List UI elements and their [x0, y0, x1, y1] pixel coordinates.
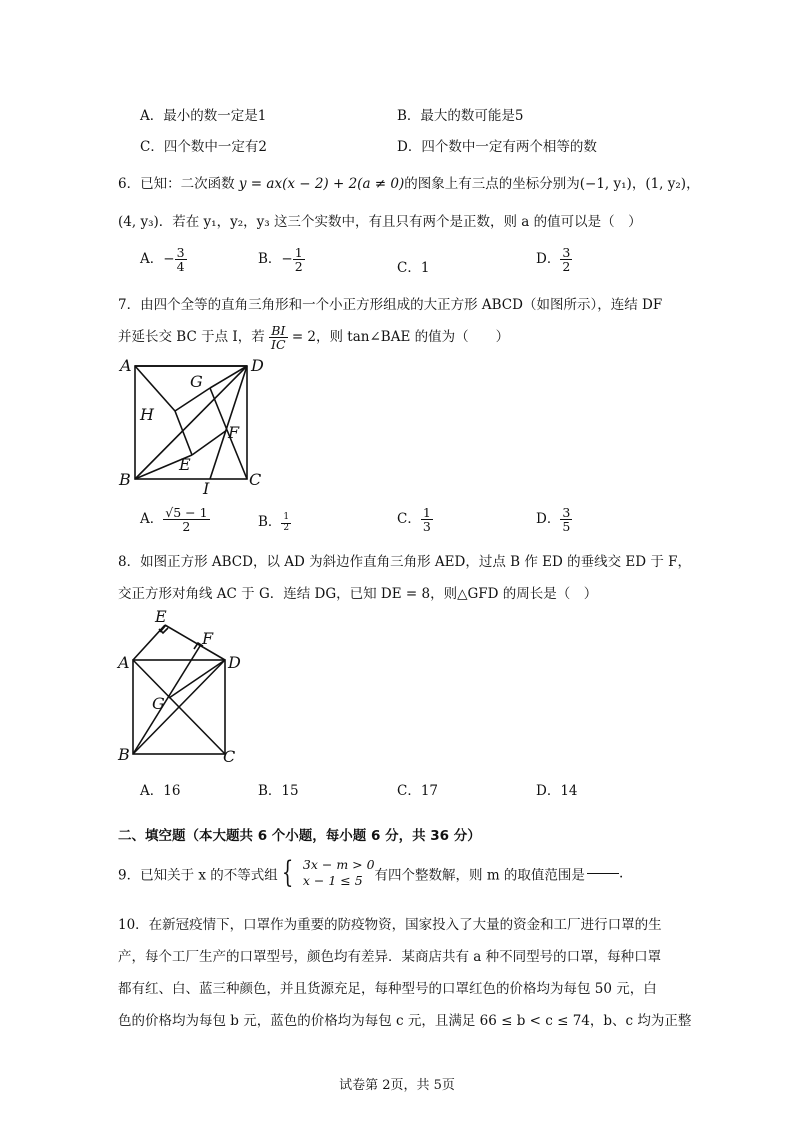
q8-line-gd [169, 660, 225, 698]
q6-pre: 已知：二次函数 [140, 176, 235, 192]
q10-line3: 都有红、白、蓝三种颜色，并且货源充足，每种型号的口罩红色的价格均为每包 50 元，白 [118, 981, 657, 997]
q8-line-bf [133, 646, 200, 754]
q8-label-c: C [223, 747, 236, 765]
q6-point2: (1, y₂) [645, 176, 687, 192]
q7-option-b: B． $\frac{1}{2}$ [258, 512, 290, 533]
q7-label-a: A [120, 356, 132, 375]
q7-label-b: B [119, 470, 131, 489]
q8-figure [115, 605, 245, 765]
q5-option-a: A．最小的数一定是1 [140, 108, 267, 124]
q7-line2: 并延长交 BC 于点 I，若 $\frac{BI}{IC}$ = 2，则 tan∠BAE 的值为（ ） [118, 323, 510, 353]
q6-line1: 6．已知：二次函数 y = ax(x − 2) + 2(a ≠ 0)的图象上有三点的坐标分别为(−1, y₁)，(1, y₂)， [118, 176, 700, 192]
q10-line2: 产，每个工厂生产的口罩型号，颜色均有差异．某商店共有 a 种不同型号的口罩，每种口罩 [118, 949, 662, 965]
q8-label-d: D [228, 653, 241, 672]
q7-line1: 7．由四个全等的直角三角形和一个小正方形组成的大正方形 ABCD（如图所示），连结 DF [118, 297, 663, 313]
q9-answer-blank [587, 873, 619, 874]
q7-option-a: A． $\frac{√5 - 1}{2}$ [140, 505, 208, 535]
q6-option-a: A．− $\frac{3}{4}$ [140, 245, 185, 275]
q7-label-f: F [228, 423, 240, 442]
q8-label-b: B [118, 745, 130, 764]
q8-option-d: D．14 [536, 783, 578, 799]
q7-figure [115, 352, 275, 497]
q6-point1: (−1, y₁) [579, 176, 632, 192]
q7-label-i: I [203, 479, 210, 497]
q8-label-g: G [152, 694, 165, 713]
q10-line1: 10．在新冠疫情下，口罩作为重要的防疫物资，国家投入了大量的资金和工厂进行口罩的生 [118, 917, 662, 933]
q7-option-c: C． $\frac{1}{3}$ [397, 505, 431, 535]
q6-option-c: C．1 [397, 260, 430, 276]
q8-option-a: A．16 [140, 783, 181, 799]
q9-line: 9．已知关于 x 的不等式组 { 3x − m > 0 x − 1 ≤ 5 有四个整数解，则 m 的取值范围是 . [118, 855, 624, 891]
q6-function: y = ax(x − 2) + 2(a ≠ 0) [238, 176, 405, 192]
q7-label-d: D [251, 356, 264, 375]
q8-line2: 交正方形对角线 AC 于 G．连结 DG，已知 DE = 8，则△GFD 的周长是（ ） [118, 586, 598, 602]
q8-option-c: C．17 [397, 783, 439, 799]
q8-label-a: A [118, 653, 130, 672]
q6-option-b: B．− $\frac{1}{2}$ [258, 245, 303, 275]
q5-option-d: D．四个数中一定有两个相等的数 [397, 139, 597, 155]
q8-line1: 8．如图正方形 ABCD，以 AD 为斜边作直角三角形 AED，过点 B 作 ED 的垂线交 ED 于 F， [118, 554, 692, 570]
q5-option-b: B．最大的数可能是5 [397, 108, 524, 124]
q6-point3: (4, y₃) [118, 214, 159, 230]
q6-option-d: D． $\frac{3}{2}$ [536, 245, 571, 275]
q7-label-e: E [179, 455, 191, 474]
q6-number: 6． [118, 176, 141, 192]
q8-option-b: B．15 [258, 783, 299, 799]
q6-line2 [118, 210, 642, 230]
q10-line4: 色的价格均为每包 b 元，蓝色的价格均为每包 c 元，且满足 66 ≤ b < c ≤ 74，b、c 均为正整 [118, 1013, 692, 1029]
q8-label-e: E [155, 607, 167, 626]
q7-option-d: D． $\frac{3}{5}$ [536, 505, 571, 535]
q7-label-h: H [140, 405, 154, 424]
q6-mid: 的图象上有三点的坐标分别为 [404, 176, 580, 192]
q8-label-f: F [202, 629, 214, 648]
q7-label-c: C [249, 470, 262, 489]
q5-option-c: C．四个数中一定有2 [140, 139, 267, 155]
q7-label-g: G [190, 372, 203, 391]
page-footer: 试卷第 2页，共 5页 [339, 1078, 455, 1093]
section-heading: 二、填空题（本大题共 6 个小题，每小题 6 分，共 36 分） [118, 828, 481, 844]
q6-line2-text: ．若在 y₁，y₂，y₃ 这三个实数中，有且只有两个是正数，则 a 的值可以是（ ） [158, 214, 642, 230]
